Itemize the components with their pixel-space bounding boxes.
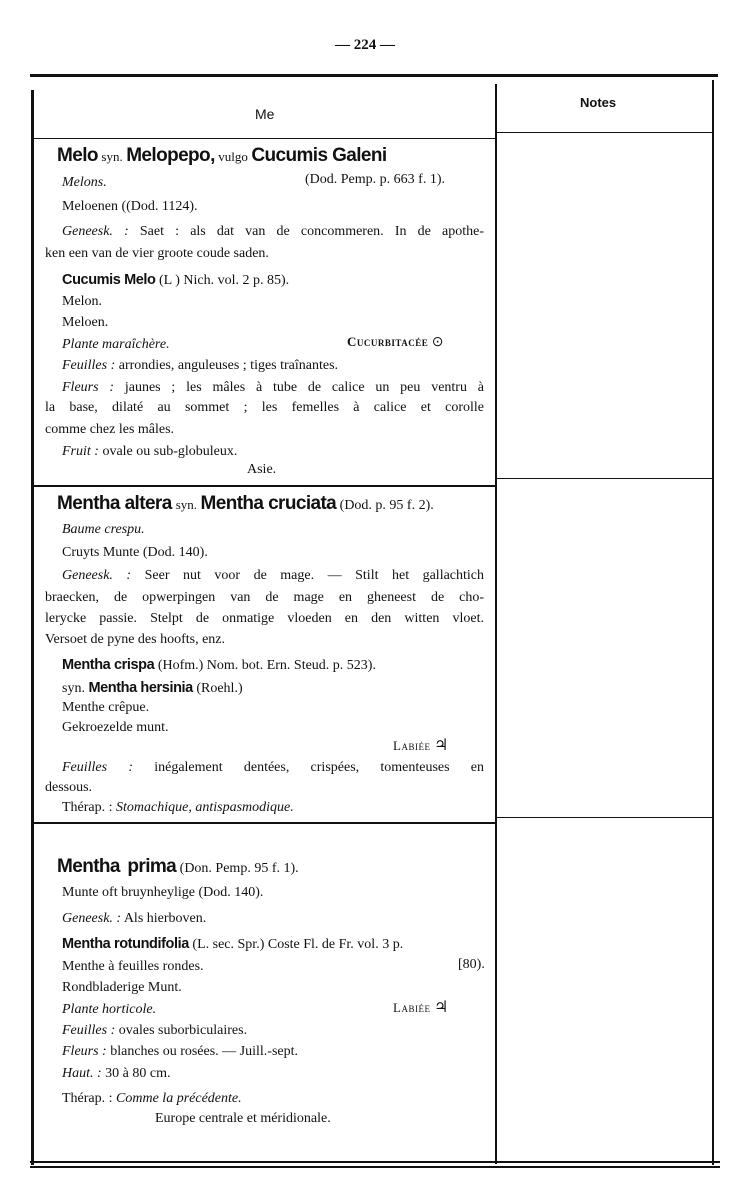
text-line: Plante horticole. — [62, 1002, 157, 1017]
text: blanches ou rosées. — Juill.-sept. — [110, 1044, 299, 1059]
text-line — [62, 909, 206, 929]
label: Feuilles : — [62, 1023, 116, 1038]
column-divider — [495, 84, 497, 1164]
text-line: Meloen. — [62, 315, 109, 330]
text: jaunes ; les mâles à tube de calice un peu ventru à — [124, 380, 484, 395]
label: Thérap. : — [62, 800, 113, 815]
text: Als hierboven. — [123, 911, 207, 926]
title-syn: syn. — [175, 497, 197, 512]
species-name: Mentha rotundifolia — [62, 936, 189, 952]
text: arrondies, anguleuses ; tiges traînantes. — [118, 358, 339, 373]
text-line — [62, 566, 484, 586]
table-right-border — [712, 80, 714, 1165]
text: (Hofm.) Nom. bot. Ern. Steud. p. 523). — [157, 658, 376, 673]
family-name: Labiée — [393, 1000, 431, 1015]
section-rule-2-notes — [497, 817, 712, 818]
text: (L. sec. Spr.) Coste Fl. de Fr. vol. 3 p. — [192, 937, 404, 952]
text-line: Baume crespu. — [62, 522, 145, 537]
title-name: Melo — [57, 145, 98, 166]
label: Geneesk. : — [62, 224, 129, 239]
text-line: Meloenen ((Dod. 1124). — [62, 199, 198, 214]
label: Fruit : — [62, 444, 99, 459]
page-number: — 224 — — [335, 37, 395, 53]
text-line: la base, dilaté au sommet ; les femelles à calice et corolle — [45, 400, 484, 415]
label: Haut. : — [62, 1066, 102, 1081]
header-rule-notes — [497, 132, 712, 133]
label: Fleurs : — [62, 1044, 107, 1059]
title-name: Mentha altera — [57, 493, 172, 514]
text-line — [62, 678, 243, 699]
family-label — [393, 736, 448, 757]
label: Geneesk. : — [62, 568, 132, 583]
text-line: Rondbladerige Munt. — [62, 980, 182, 995]
table-bottom-rule — [30, 1161, 720, 1163]
species-name: Mentha crispa — [62, 657, 155, 673]
entry-title — [57, 494, 434, 516]
title-vulgar-name: Cucumis Galeni — [251, 145, 387, 166]
title-syn: syn. — [101, 149, 123, 164]
text-line — [62, 1064, 171, 1084]
label: Geneesk. : — [62, 911, 122, 926]
table-bottom-rule-2 — [30, 1166, 720, 1168]
section-rule-2 — [33, 822, 495, 824]
text: syn. — [62, 681, 85, 696]
text: (L ) Nich. vol. 2 p. 85). — [159, 273, 290, 288]
text-line: Versoet de pyne des hoofts, enz. — [45, 632, 226, 647]
text: 30 à 80 cm. — [105, 1066, 171, 1081]
text-line: Plante maraîchère. — [62, 337, 170, 352]
reference: (Don. Pemp. 95 f. 1). — [179, 861, 299, 876]
text-line: dessous. — [45, 780, 93, 795]
label: Thérap. : — [62, 1091, 113, 1106]
text-line — [62, 356, 338, 376]
text-line: Menthe crêpue. — [62, 700, 150, 715]
text: ovales suborbiculaires. — [118, 1023, 248, 1038]
reference: (Dod. p. 95 f. 2). — [339, 498, 434, 513]
text-line — [62, 1042, 298, 1062]
entry-title — [57, 146, 387, 168]
text-line: comme chez les mâles. — [45, 422, 175, 437]
species-name: Cucumis Melo — [62, 272, 156, 288]
text-line — [62, 442, 237, 462]
text-line — [62, 270, 289, 291]
text-line — [62, 798, 294, 818]
text: inégalement dentées, crispées, tomenteuses en — [154, 760, 485, 775]
text: Comme la précédente. — [116, 1091, 242, 1106]
title-vulgo: vulgo — [218, 149, 248, 164]
text-line: Melon. — [62, 294, 103, 309]
text-line — [62, 1089, 242, 1109]
perennial-symbol-icon: ♃ — [433, 999, 449, 1016]
text-line: [80). — [458, 957, 485, 972]
species-name: Mentha hersinia — [88, 680, 193, 696]
text-line: Cruyts Munte (Dod. 140). — [62, 545, 208, 560]
text-line: Menthe à feuilles rondes. — [62, 959, 204, 974]
text-line: Melons. — [62, 175, 107, 190]
column-header-notes: Notes — [580, 95, 617, 110]
entry-title — [57, 857, 299, 879]
text-line: ken een van de vier groote coude saden. — [45, 246, 269, 261]
title-synonym: Melopepo, — [126, 145, 215, 166]
perennial-symbol-icon: ♃ — [433, 737, 449, 754]
column-header-main: Me — [255, 106, 275, 122]
text-line: braecken, de opwerpingen van de mage en gheneest de cho- — [45, 590, 484, 605]
family-label — [393, 998, 448, 1019]
text-line — [62, 222, 484, 242]
text-line: Gekroezelde munt. — [62, 720, 169, 735]
text: Stomachique, antispasmodique. — [116, 800, 294, 815]
table-left-border — [31, 90, 34, 1165]
text: Seer nut voor de mage. — Stilt het gallachtich — [144, 568, 485, 583]
section-rule-1 — [33, 485, 495, 487]
family-label — [347, 332, 443, 353]
family-name: Cucurbitacée — [347, 334, 429, 349]
text-line: Munte oft bruynheylige (Dod. 140). — [62, 885, 264, 900]
text: (Roehl.) — [196, 681, 243, 696]
text-line — [62, 655, 376, 676]
region: Asie. — [247, 462, 277, 477]
label: Feuilles : — [62, 358, 116, 373]
title-synonym: Mentha cruciata — [200, 493, 337, 514]
text: ovale ou sub-globuleux. — [102, 444, 238, 459]
label: Fleurs : — [62, 380, 115, 395]
text-line — [62, 378, 484, 398]
label: Feuilles : — [62, 760, 133, 775]
text-line: lerycke passie. Stelpt de onmatige vloeden en den witten vloet. — [45, 611, 484, 626]
reference: (Dod. Pemp. p. 663 f. 1). — [305, 172, 445, 187]
annual-symbol-icon: ⊙ — [431, 335, 444, 350]
section-rule-1-notes — [497, 478, 712, 479]
header-rule-main — [33, 138, 495, 139]
text: Saet : als dat van de concommeren. In de apothe- — [139, 224, 484, 239]
text-line — [62, 1021, 247, 1041]
text-line — [62, 934, 403, 955]
title-name: Mentha — [57, 856, 120, 877]
table-top-rule — [30, 74, 718, 77]
text-line — [62, 758, 484, 778]
title-name-2: prima — [127, 856, 177, 877]
family-name: Labiée — [393, 738, 431, 753]
region: Europe centrale et méridionale. — [155, 1111, 331, 1126]
